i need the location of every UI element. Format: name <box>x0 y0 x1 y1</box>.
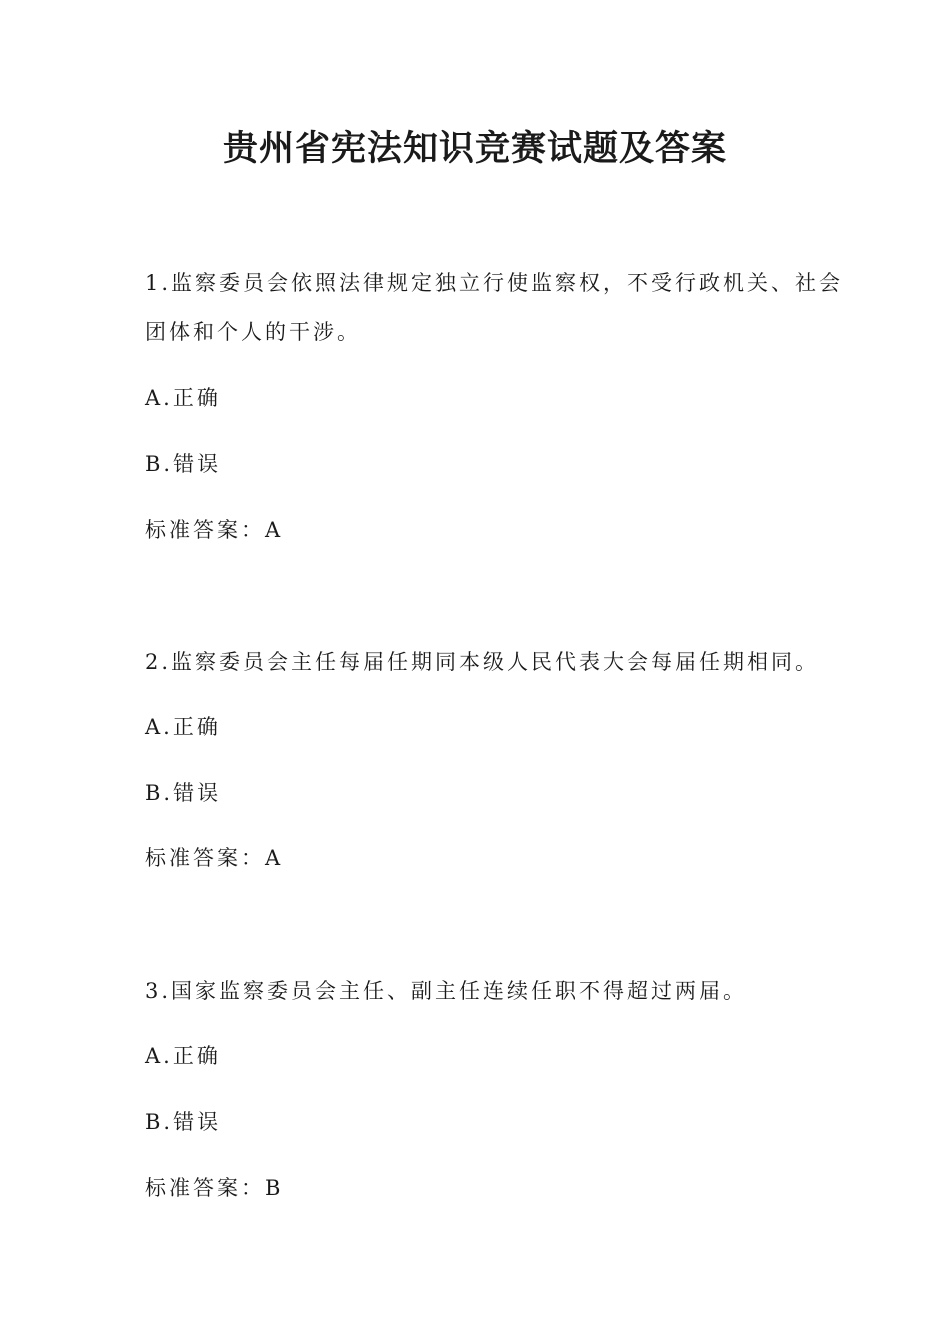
question-3-answer: 标准答案：B <box>145 1176 284 1200</box>
question-2-option-b: B.错误 <box>145 781 222 805</box>
question-3-text-line-1: 3.国家监察委员会主任、副主任连续任职不得超过两届。 <box>145 979 748 1003</box>
question-1-answer: 标准答案：A <box>145 518 284 542</box>
question-1-text-line-2: 团体和个人的干涉。 <box>145 320 361 344</box>
question-3-option-b: B.错误 <box>145 1110 222 1134</box>
question-2-text-line-1: 2.监察委员会主任每届任期同本级人民代表大会每届任期相同。 <box>145 650 820 674</box>
question-1-option-a: A.正确 <box>145 386 221 410</box>
question-1-option-b: B.错误 <box>145 452 222 476</box>
question-2-answer: 标准答案：A <box>145 846 284 870</box>
question-3-option-a: A.正确 <box>145 1044 221 1068</box>
document-title: 贵州省宪法知识竞赛试题及答案 <box>222 128 727 169</box>
question-2-option-a: A.正确 <box>145 715 221 739</box>
question-1-text-line-1: 1.监察委员会依照法律规定独立行使监察权，不受行政机关、社会 <box>145 271 844 295</box>
